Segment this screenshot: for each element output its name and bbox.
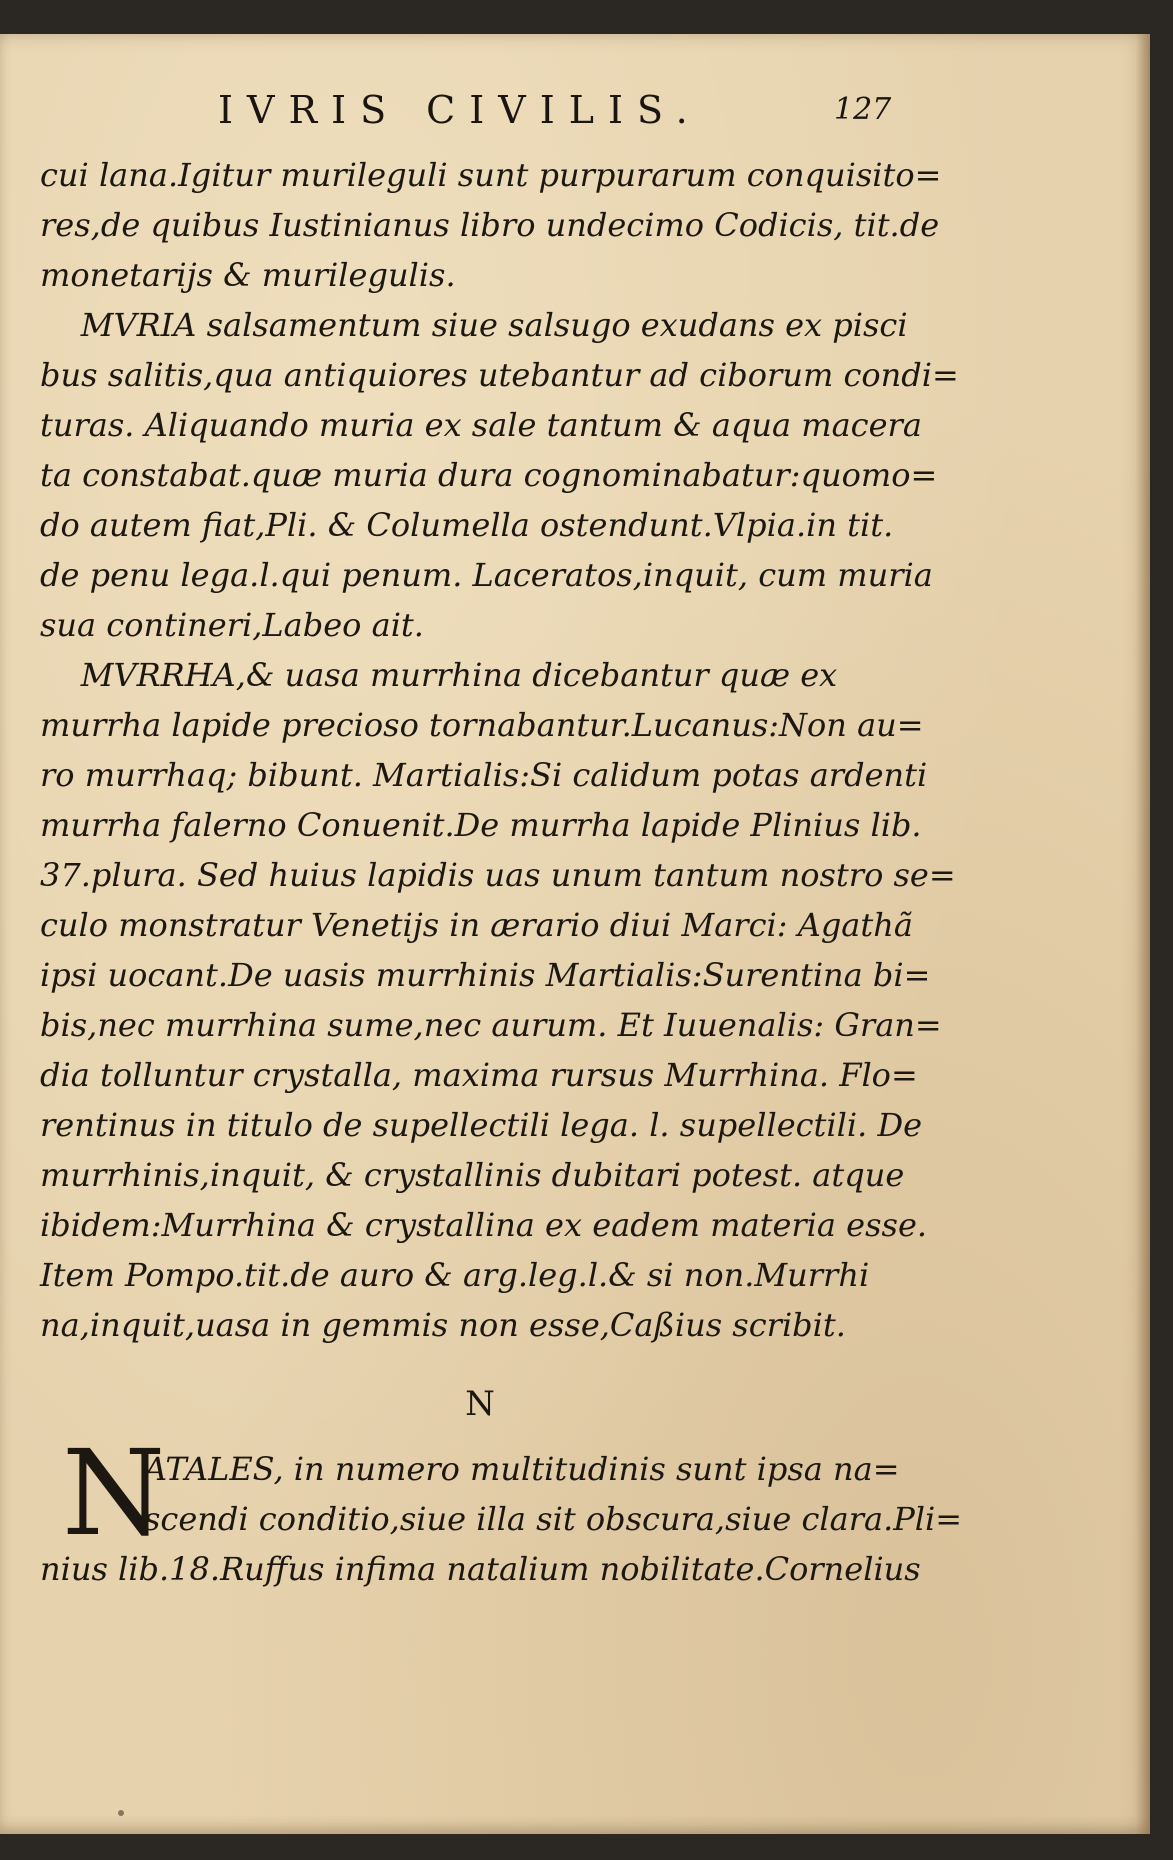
page-edge-shadow — [1136, 34, 1150, 1834]
text-line: ta constabat.quæ muria dura cognominabatur:quomo= — [40, 456, 938, 494]
text-line: 37.plura. Sed huius lapidis uas unum tantum nostro se= — [40, 856, 956, 894]
text-line: nius lib.18.Ruffus infima natalium nobilitate.Cornelius — [40, 1550, 921, 1588]
ink-spot — [118, 1810, 124, 1816]
text-line: ro murrhaq; bibunt. Martialis:Si calidum potas ardenti — [40, 756, 928, 794]
page-number: 127 — [834, 92, 892, 127]
text-line: do autem fiat,Pli. & Columella ostendunt.Vlpia.in tit. — [40, 506, 894, 544]
text-line: murrha lapide precioso tornabantur.Lucanus:Non au= — [40, 706, 924, 744]
book-page — [0, 34, 1150, 1834]
text-line: murrha falerno Conuenit.De murrha lapide Plinius lib. — [40, 806, 922, 844]
text-line: ATALES, in numero multitudinis sunt ipsa na= — [144, 1450, 900, 1488]
text-line: res,de quibus Iustinianus libro undecimo Codicis, tit.de — [40, 206, 940, 244]
text-line: sua contineri,Labeo ait. — [40, 606, 424, 644]
text-line: bis,nec murrhina sume,nec aurum. Et Iuuenalis: Gran= — [40, 1006, 942, 1044]
section-heading: N — [465, 1384, 495, 1424]
text-line: na,inquit,uasa in gemmis non esse,Caßius scribit. — [40, 1306, 846, 1344]
text-line: turas. Aliquando muria ex sale tantum & aqua macera — [40, 406, 922, 444]
text-line: MVRRHA,& uasa murrhina dicebantur quæ ex — [40, 656, 838, 694]
text-line: scendi conditio,siue illa sit obscura,siue clara.Pli= — [144, 1500, 963, 1538]
text-line: bus salitis,qua antiquiores utebantur ad ciborum condi= — [40, 356, 959, 394]
section-n-text — [40, 1444, 963, 1594]
text-line: culo monstratur Venetijs in ærario diui Marci: Agathã — [40, 906, 913, 944]
text-line: cui lana.Igitur murileguli sunt purpurarum conquisito= — [40, 156, 942, 194]
main-text — [40, 150, 959, 1350]
text-line: ipsi uocant.De uasis murrhinis Martialis:Surentina bi= — [40, 956, 931, 994]
text-line: monetarijs & murilegulis. — [40, 256, 456, 294]
text-line: de penu lega.l.qui penum. Laceratos,inquit, cum muria — [40, 556, 933, 594]
text-line: rentinus in titulo de supellectili lega. l. supellectili. De — [40, 1106, 923, 1144]
page-header — [0, 84, 1150, 144]
text-line: ibidem:Murrhina & crystallina ex eadem materia esse. — [40, 1206, 928, 1244]
text-line: MVRIA salsamentum siue salsugo exudans ex pisci — [40, 306, 908, 344]
text-line: Item Pompo.tit.de auro & arg.leg.l.& si non.Murrhi — [40, 1256, 870, 1294]
text-line: murrhinis,inquit, & crystallinis dubitari potest. atque — [40, 1156, 905, 1194]
text-line: dia tolluntur crystalla, maxima rursus Murrhina. Flo= — [40, 1056, 918, 1094]
running-title: IVRIS CIVILIS. — [218, 88, 702, 132]
drop-cap: N — [62, 1424, 166, 1562]
